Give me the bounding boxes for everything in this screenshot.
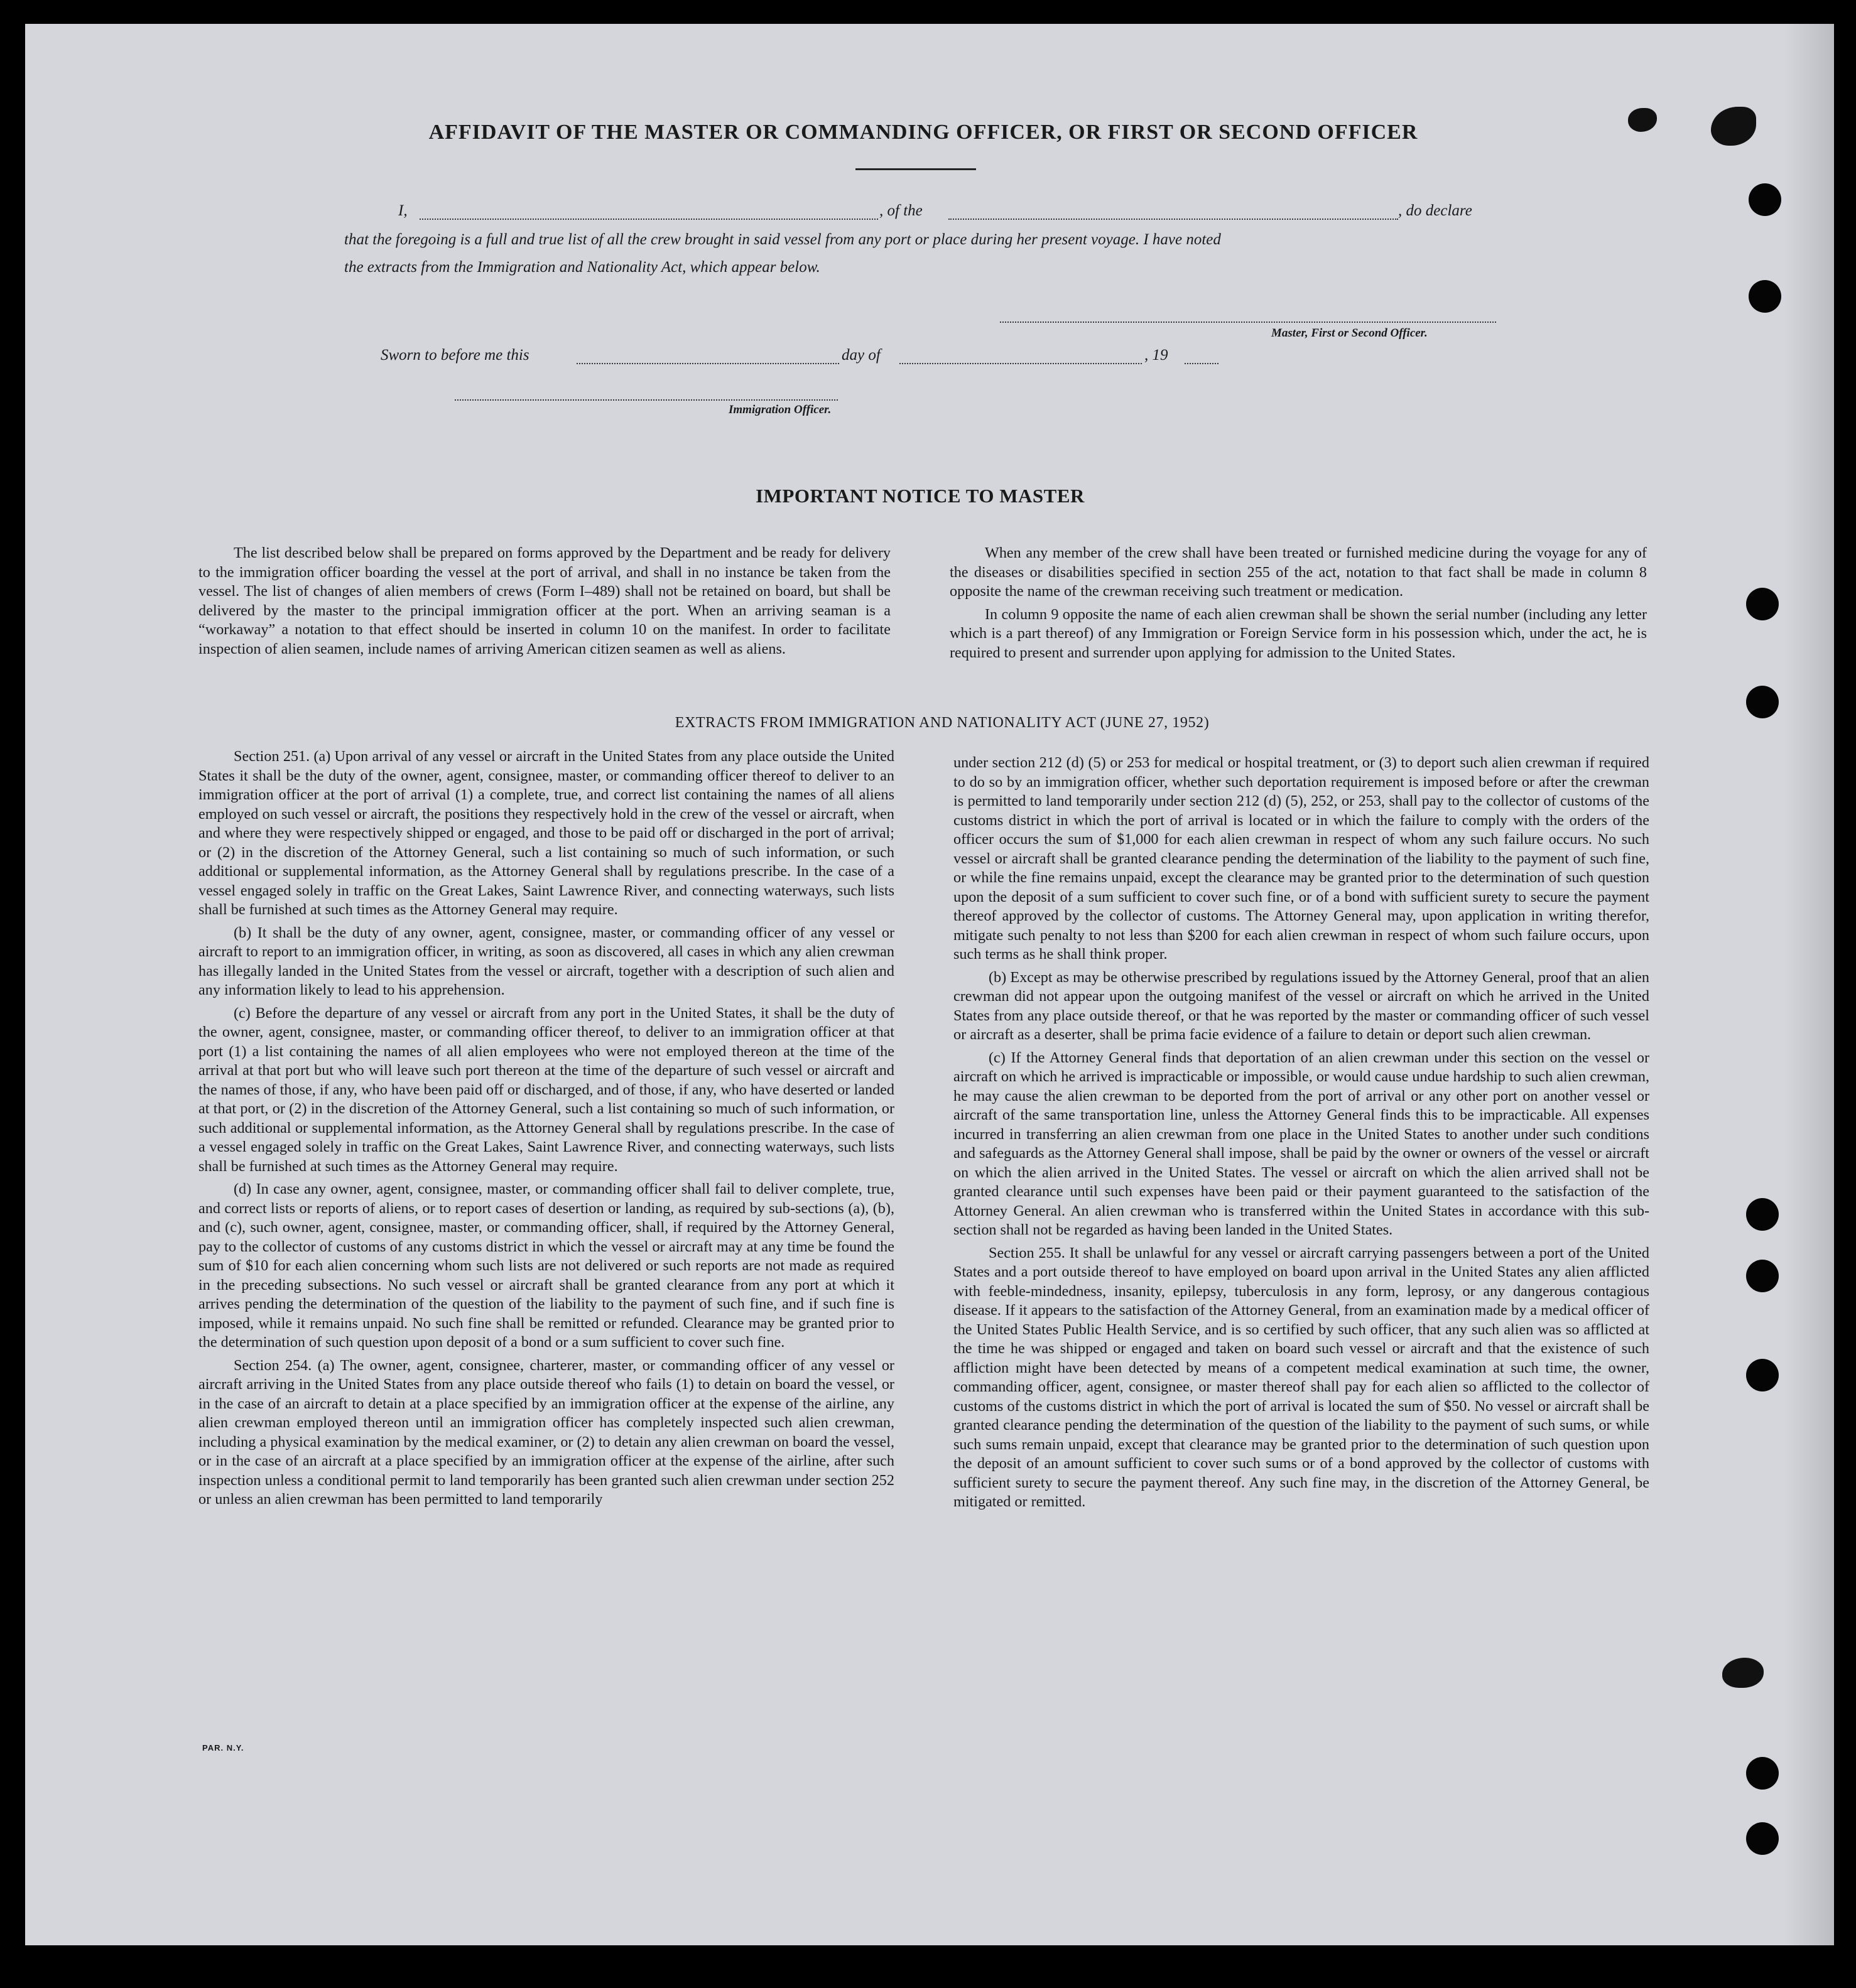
vessel-name-field[interactable] <box>948 219 1398 220</box>
notice-left-column <box>198 544 891 659</box>
officer-signature-label: Immigration Officer. <box>729 403 832 416</box>
punch-hole <box>1746 588 1779 620</box>
notice-right-column <box>950 544 1647 662</box>
sworn-year-field[interactable] <box>1185 363 1218 364</box>
declaration-text: that the foregoing is a full and true list of all the crew brought in said vessel from any port or place during her present voyage. I have noted <box>344 231 1221 248</box>
act-paragraph: (d) In case any owner, agent, consignee, master, or commanding officer shall fail to deliver complete, true, and correct lists or reports of aliens, or to report cases of desertion or landing, as required by sub-sections (a), (b), and (c), such owner, agent, consignee, master, or commanding officer, shall, if required by the Attorney General, pay to the collector of customs of any customs district in which the vessel or aircraft may at any time be found the sum of $10 for each alien concerning whom such lists are not delivered or such reports are not made as required in the preceding subsections. No such vessel or aircraft shall be granted clearance from any port at which it arrives pending the determination of the question of the liability to the payment of such fine, and if such fine is imposed, while it remains unpaid. No such fine shall be remitted or refunded. Clearance may be granted prior to the determination of such question upon deposit of a bond or a sum sufficient to cover such fine. <box>198 1180 894 1351</box>
vessel-of-label: , of the <box>879 202 923 219</box>
extracts-left-column <box>198 747 894 1510</box>
declarant-name-field[interactable] <box>420 219 878 220</box>
act-paragraph: Section 255. It shall be unlawful for any vessel or aircraft carrying passengers between a port of the United States and a port outside thereof to have employed on board upon arrival in the United States any alien afflicted with feeble-mindedness, insanity, epilepsy, tuberculosis in any form, leprosy, or any dangerous contagious disease. If it appears to the satisfaction of the Attorney General, from an examination made by a medical officer of the United States Public Health Service, and is so certified by such officer, that any such alien was so afflicted at the time he was shipped or engaged and taken on board such vessel or aircraft and that the existence of such affliction might have been detected by means of a competent medical examination at such time, the owner, commanding officer, agent, consignee, or master thereof shall pay for each alien so afflicted to the collector of customs of the customs district in which the port of arrival is located the sum of $50. No vessel or aircraft shall be granted clearance pending the determination of the question of the liability to the payment of such sums, or while such sums remain unpaid, except that clearance may be granted prior to the determination of such question upon the deposit of an amount sufficient to cover such sums or of a bond approved by the collector of customs with sufficient surety to secure the payment thereof. Any such fine may, in the discretion of the Attorney General, be mitigated or remitted. <box>953 1244 1649 1510</box>
extracts-right-column <box>953 754 1649 1512</box>
punch-hole <box>1746 1359 1779 1391</box>
title-divider <box>855 168 976 170</box>
master-signature-label: Master, First or Second Officer. <box>1271 327 1428 340</box>
act-paragraph: Section 251. (a) Upon arrival of any vessel or aircraft in the United States from any place outside the United States it shall be the duty of the owner, agent, consignee, master, or commanding officer thereof to deliver to an immigration officer at the port of arrival (1) a complete, true, and correct list containing the names of all aliens employed on such vessel or aircraft, the positions they respectively hold in the crew of the vessel or aircraft, when and where they were respectively shipped or engaged, and those to be paid off or discharged in the port of arrival; or (2) in the discretion of the Attorney General, such a list containing so much of such information, or such additional or supplemental information, as the Attorney General shall by regulations prescribe. In the case of a vessel engaged solely in traffic on the Great Lakes, Saint Lawrence River, and connecting waterways, such lists shall be furnished at such times as the Attorney General may require. <box>198 748 894 918</box>
ink-blot <box>1722 1658 1764 1688</box>
notice-paragraph: When any member of the crew shall have been treated or furnished medicine during the voyage for any of the diseases or disabilities specified in section 255 of the act, notation to that fact shall be made in column 8 opposite the name of the crewman receiving such treatment or medication. <box>950 544 1647 600</box>
affidavit-title: AFFIDAVIT OF THE MASTER OR COMMANDING OFFICER, OR FIRST OR SECOND OFFICER <box>428 121 1418 144</box>
act-paragraph: (c) Before the departure of any vessel or aircraft from any port in the United States, it shall be the duty of the owner, agent, consignee, master, or commanding officer thereof, to deliver to an immigration officer at that port (1) a list containing the names of all alien employees who were not employed thereon at the time of the arrival at that port but who will leave such port thereon at the time of the departure of such vessel or aircraft and the names of those, if any, who have been paid off or discharged, and of those, if any, who have deserted or landed at that port, or (2) in the discretion of the Attorney General, such a list containing so much of such information, or such additional or supplemental information, as the Attorney General shall by regulations prescribe. In the case of a vessel engaged solely in traffic on the Great Lakes, Saint Lawrence River, and connecting waterways, such lists shall be furnished at such times as the Attorney General may require. <box>198 1004 894 1175</box>
declaration-text: the extracts from the Immigration and Nationality Act, which appear below. <box>344 259 820 276</box>
punch-hole <box>1746 1757 1779 1790</box>
sworn-label: Sworn to before me this <box>381 347 529 364</box>
year-label: , 19 <box>1144 347 1168 364</box>
notice-title: IMPORTANT NOTICE TO MASTER <box>756 485 1085 507</box>
sworn-day-field[interactable] <box>577 363 839 364</box>
page-edge-shadow <box>1784 24 1834 1945</box>
act-paragraph: Section 254. (a) The owner, agent, consignee, charterer, master, or commanding officer of any vessel or aircraft arriving in the United States from any place outside thereof who fails (1) to detain on board the vessel, or in the case of an aircraft to detain at a place specified by an immigration officer at the expense of the airline, any alien crewman employed thereon until an immigration officer has completely inspected such alien crewman, including a physical examination by the medical examiner, or (2) to detain any alien crewman on board the vessel, or in the case of an aircraft at a place specified by an immigration officer at the expense of the airline, after such inspection unless a conditional permit to land temporarily has been granted such alien crewman under section 252 or unless an alien crewman has been permitted to land temporarily <box>198 1356 894 1508</box>
punch-hole <box>1749 280 1781 313</box>
punch-hole <box>1746 1260 1779 1292</box>
punch-hole <box>1749 183 1781 216</box>
punch-hole <box>1746 1198 1779 1231</box>
act-paragraph: under section 212 (d) (5) or 253 for medical or hospital treatment, or (3) to deport such alien crewman if required to do so by an immigration officer, whether such deportation requirement is imposed before or after the crewman is permitted to land temporarily under section 212 (d) (5), 252, or 253, shall pay to the collector of customs of the customs district in which the port of arrival is located or in which the failure to comply with the orders of the officer occurs the sum of $1,000 for each alien crewman in respect of whom any such failure occurs. No such vessel or aircraft shall be granted clearance pending the determination of the liability to the payment of such fine, or while the fine remains unpaid, except the clearance may be granted prior to the determination of such question upon the deposit of a sum sufficient to cover such fine, or of a bond with sufficient surety to secure the payment thereof approved by the collector of customs. The Attorney General may, upon application in writing therefor, mitigate such penalty to not less than $200 for each alien crewman in respect of whom such failure occurs, upon such terms as he shall think proper. <box>953 754 1649 963</box>
sworn-month-field[interactable] <box>899 363 1142 364</box>
notice-paragraph: In column 9 opposite the name of each alien crewman shall be shown the serial number (including any letter which is a part thereof) of any Immigration or Foreign Service form in his possession which, under the act, he is required to present and surrender upon applying for admission to the United States. <box>950 605 1647 661</box>
extracts-title: EXTRACTS FROM IMMIGRATION AND NATIONALITY ACT (JUNE 27, 1952) <box>675 715 1210 731</box>
punch-hole <box>1746 686 1779 718</box>
act-paragraph: (b) Except as may be otherwise prescribed by regulations issued by the Attorney General, proof that an alien crewman did not appear upon the outgoing manifest of the vessel or aircraft on which he arrived in the United States from any place outside thereof, or that he was reported by the master or commanding officer of such vessel or aircraft as a deserter, shall be prima facie evidence of a failure to detain or deport such alien crewman. <box>953 968 1649 1043</box>
do-declare-label: , do declare <box>1398 202 1472 219</box>
punch-hole <box>1746 1822 1779 1855</box>
act-paragraph: (c) If the Attorney General finds that deportation of an alien crewman under this section on the vessel or aircraft on which he arrived is impracticable or impossible, or would cause undue hardship to such alien crewman, he may cause the alien crewman to be deported from the port of arrival or any other port on another vessel or aircraft of the same transportation line, unless the Attorney General finds this to be impracticable. All expenses incurred in transferring an alien crewman from one place in the United States to another under such conditions and safeguards as the Attorney General shall impose, shall be paid by the owner or owners of the vessel or aircraft on which the alien arrived in the United States. The vessel or aircraft on which the alien arrived shall not be granted clearance until such expenses have been paid or their payment guaranteed to the satisfaction of the Attorney General. An alien crewman who is transferred within the United States in accordance with this sub-section shall not be regarded as having been landed in the United States. <box>953 1049 1649 1238</box>
officer-signature-line[interactable] <box>455 399 838 401</box>
day-of-label: day of <box>842 347 881 364</box>
declarant-label: I, <box>398 202 408 219</box>
act-paragraph: (b) It shall be the duty of any owner, agent, consignee, master, or commanding officer of any vessel or aircraft to report to an immigration officer, in writing, as soon as discovered, all cases in which any alien crewman has illegally landed in the United States from the vessel or aircraft, together with a description of such alien and any information likely to lead to his apprehension. <box>198 924 894 998</box>
notice-paragraph: The list described below shall be prepared on forms approved by the Department and be ready for delivery to the immigration officer boarding the vessel at the port of arrival, and shall in no instance be taken from the vessel. The list of changes of alien members of crews (Form I–489) shall not be retained on board, but shall be delivered by the master to the principal immigration officer at the port. When an arriving seaman is a “workaway” a notation to that effect should be inserted in column 10 on the manifest. In order to facilitate inspection of alien seamen, include names of arriving American citizen seamen as well as aliens. <box>198 544 891 657</box>
master-signature-line[interactable] <box>1000 321 1496 323</box>
printer-mark: PAR. N.Y. <box>202 1743 244 1753</box>
